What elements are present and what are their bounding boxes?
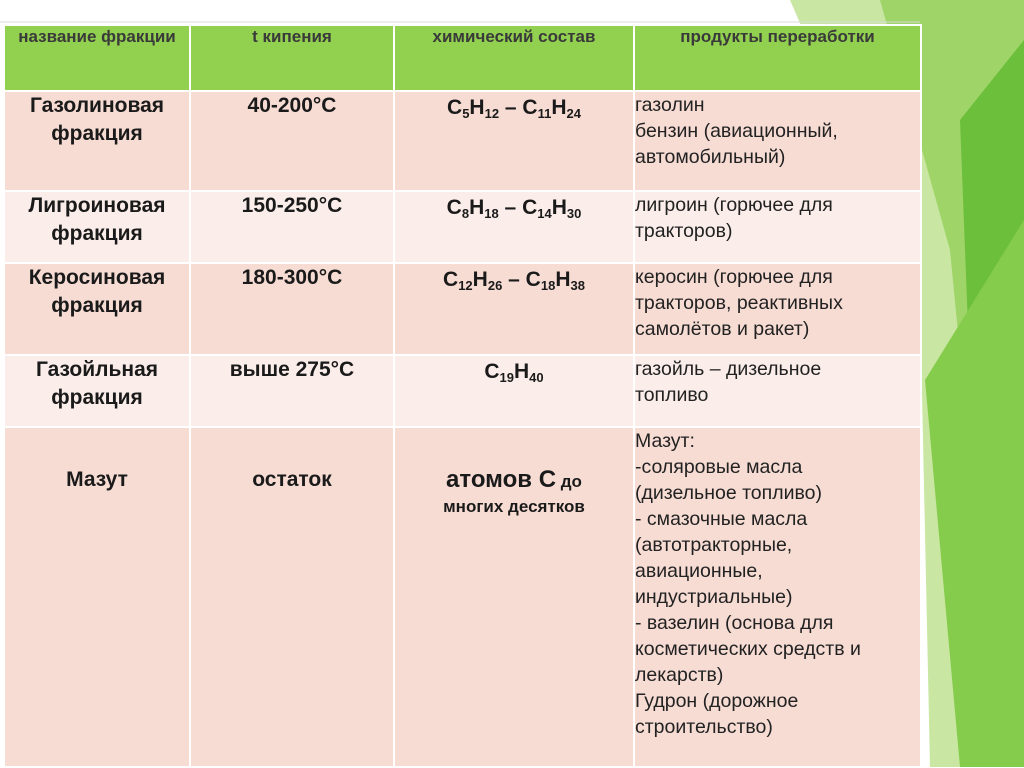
product-line: автомобильный): [635, 146, 786, 168]
chemical-formula: $C_8H_{18} - C_{14}H_{30}$: [394, 191, 634, 263]
boiling-temp: 150-250°С: [190, 191, 394, 263]
header-products: продукты переработки: [634, 25, 921, 91]
chemical-formula: [394, 427, 634, 767]
products-cell: [634, 91, 921, 191]
product-line: самолётов и ракет): [635, 318, 810, 340]
petroleum-fractions-table: [3, 24, 922, 768]
atoms-text: атомов С до: [446, 466, 582, 493]
product-line: Мазут:: [635, 430, 695, 452]
boiling-temp: остаток: [190, 427, 394, 767]
product-line: керосин (горючее для: [635, 266, 833, 288]
products-cell: [634, 191, 921, 263]
fraction-name: Лигроиновая фракция: [4, 191, 190, 263]
product-line: (дизельное топливо): [635, 482, 822, 504]
table-row: [4, 427, 921, 767]
product-line: Гудрон (дорожное: [635, 690, 799, 712]
product-line: -соляровые масла: [635, 456, 803, 478]
product-line: газойль – дизельное: [635, 358, 822, 380]
products-cell: [634, 355, 921, 427]
product-line: строительство): [635, 716, 773, 738]
product-line: тракторов, реактивных: [635, 292, 843, 314]
chemical-formula: $C_5H_{12} - C_{11}H_{24}$: [394, 91, 634, 191]
product-line: индустриальные): [635, 586, 793, 608]
chemical-formula: $C_{19}H_{40}$: [394, 355, 634, 427]
products-cell: [634, 427, 921, 767]
product-line: лекарств): [635, 664, 724, 686]
product-line: тракторов): [635, 220, 733, 242]
product-line: топливо: [635, 384, 709, 406]
table-header-row: [4, 25, 921, 91]
product-line: косметических средств и: [635, 638, 861, 660]
product-line: (автотракторные,: [635, 534, 793, 556]
table-row: [4, 263, 921, 355]
product-line: лигроин (горючее для: [635, 194, 833, 216]
atoms-text-line2: многих десятков: [443, 497, 585, 516]
fraction-name: Мазут: [4, 427, 190, 767]
product-line: газолин: [635, 94, 705, 116]
fraction-name: Газолиновая фракция: [4, 91, 190, 191]
fraction-name: Газойльная фракция: [4, 355, 190, 427]
boiling-temp: 40-200°С: [190, 91, 394, 191]
boiling-temp: выше 275°С: [190, 355, 394, 427]
table-row: [4, 355, 921, 427]
header-fraction-name: название фракции: [4, 25, 190, 91]
product-line: бензин (авиационный,: [635, 120, 838, 142]
header-chemical-composition: химический состав: [394, 25, 634, 91]
product-line: - вазелин (основа для: [635, 612, 834, 634]
boiling-temp: 180-300°С: [190, 263, 394, 355]
fraction-name: Керосиновая фракция: [4, 263, 190, 355]
products-cell: [634, 263, 921, 355]
product-line: - смазочные масла: [635, 508, 808, 530]
table-row: [4, 191, 921, 263]
product-line: авиационные,: [635, 560, 763, 582]
chemical-formula: $C_{12}H_{26} - C_{18}H_{38}$: [394, 263, 634, 355]
table-row: [4, 91, 921, 191]
header-boiling-temp: t кипения: [190, 25, 394, 91]
